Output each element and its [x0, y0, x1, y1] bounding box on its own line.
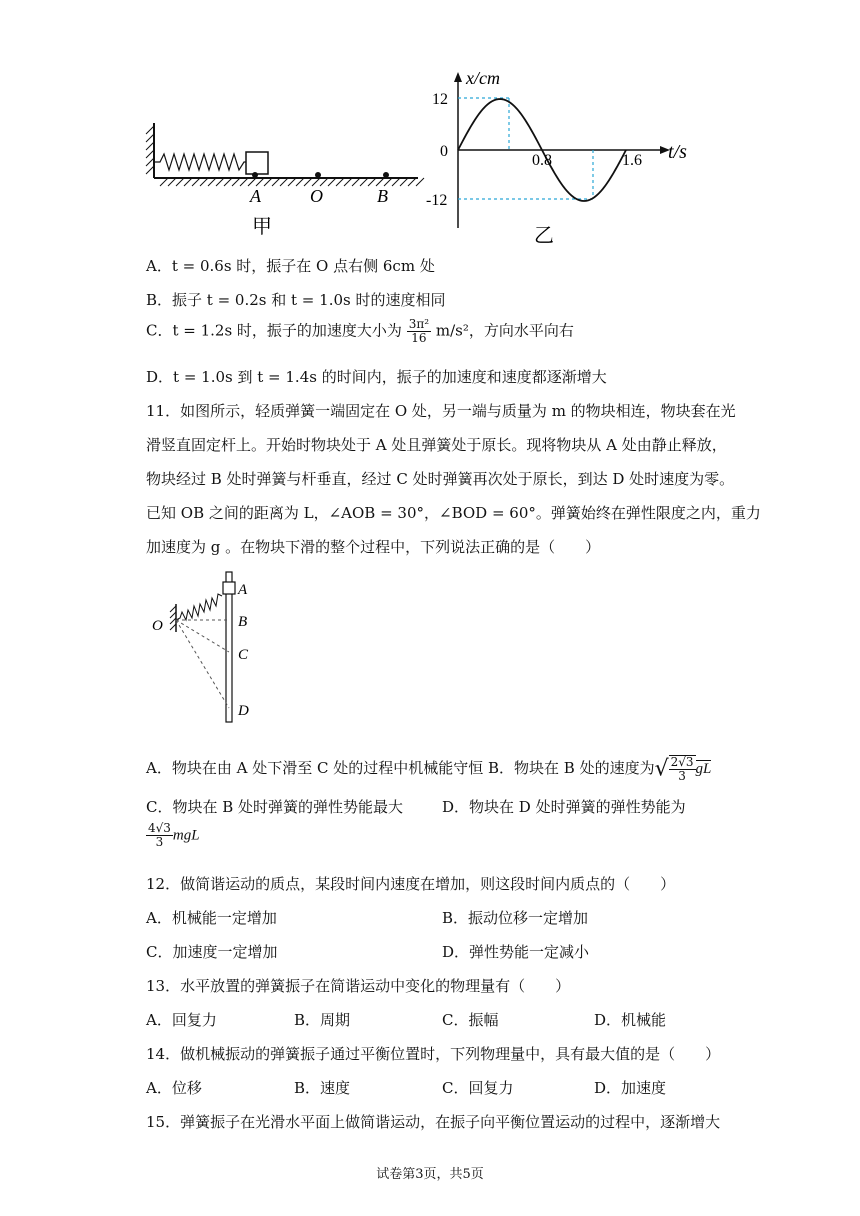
q11-stem-line-5: 加速度为 g 。在物块下滑的整个过程中，下列说法正确的是（ ）: [146, 538, 601, 556]
q11-option-b-post: gL: [695, 761, 712, 778]
q11-label-d: D: [238, 703, 249, 719]
sqrt-icon: √: [654, 756, 669, 782]
q13-option-c: C．振幅: [442, 1011, 499, 1029]
tick-08: 0.8: [532, 152, 552, 169]
fraction: [669, 755, 696, 783]
denominator: 16: [411, 331, 427, 346]
q11-label-c: C: [238, 647, 249, 663]
fraction: [407, 318, 431, 345]
label-a: A: [250, 186, 261, 206]
q11-stem-line-4: 已知 OB 之间的距离为 L，∠AOB = 30°，∠BOD = 60°。弹簧始终在弹性限度之内，重力: [146, 504, 761, 522]
caption-yi: 乙: [534, 225, 554, 246]
q11-label-b: B: [238, 614, 248, 630]
q13-stem: 13．水平放置的弹簧振子在简谐运动中变化的物理量有（ ）: [146, 977, 571, 995]
q10-option-b: B．振子 t = 0.2s 和 t = 1.0s 时的速度相同: [146, 291, 446, 309]
q12-option-d: D．弹性势能一定减小: [442, 943, 590, 961]
q13-option-d: D．机械能: [594, 1011, 667, 1029]
caption-jia: 甲: [252, 216, 272, 238]
tick-neg12: -12: [426, 192, 448, 209]
q13-option-b: B．周期: [294, 1011, 351, 1029]
q10-option-c-pre: C．t = 1.2s 时，振子的加速度大小为: [146, 321, 402, 340]
page-footer: 试卷第3页，共5页: [376, 1167, 484, 1182]
q11-stem-line-3: 物块经过 B 处时弹簧与杆垂直，经过 C 处时弹簧再次处于原长，到达 D 处时速度为零。: [146, 470, 735, 488]
tick-16: 1.6: [622, 152, 642, 169]
y-axis-label: x/cm: [466, 68, 500, 88]
oscillator-block: [246, 152, 268, 174]
numerator: 4√3: [148, 821, 171, 835]
q10-option-d: D．t = 1.0s 到 t = 1.4s 的时间内，振子的加速度和速度都逐渐增大: [146, 368, 607, 386]
denominator: 3: [678, 769, 686, 784]
q14-option-d: D．加速度: [594, 1079, 667, 1097]
label-b: B: [377, 186, 388, 206]
q14-option-c: C．回复力: [442, 1079, 514, 1097]
q14-stem: 14．做机械振动的弹簧振子通过平衡位置时，下列物理量中，具有最大值的是（ ）: [146, 1045, 721, 1063]
q12-option-c: C．加速度一定增加: [146, 943, 278, 961]
q11-figure-rod-spring: [146, 568, 276, 738]
q11-option-c: C．物块在 B 处时弹簧的弹性势能最大: [146, 798, 404, 816]
q11-stem-line-2: 滑竖直固定杆上。开始时物块处于 A 处且弹簧处于原长。现将物块从 A 处由静止释放，: [146, 436, 727, 454]
q15-stem: 15．弹簧振子在光滑水平面上做简谐运动，在振子向平衡位置运动的过程中，逐渐增大: [146, 1113, 721, 1131]
q11-option-d-post: mgL: [172, 827, 200, 844]
label-o: O: [310, 186, 323, 206]
q11-label-o: O: [152, 618, 163, 634]
q11-option-b-pre: B．物块在 B 处的速度为: [488, 759, 655, 778]
q11-stem-line-1: 11．如图所示，轻质弹簧一端固定在 O 处，另一端与质量为 m 的物块相连，物块套在光: [146, 402, 736, 420]
q12-option-a: A．机械能一定增加: [146, 909, 277, 927]
q11-label-a: A: [238, 582, 248, 598]
tick-12: 12: [432, 91, 448, 108]
q13-option-a: A．回复力: [146, 1011, 217, 1029]
q11-option-a-b: [146, 755, 711, 783]
q14-option-b: B．速度: [294, 1079, 351, 1097]
q10-option-c-post: m/s²，方向水平向右: [435, 321, 574, 340]
numerator: 2√3: [670, 755, 694, 769]
q12-stem: 12．做简谐运动的质点，某段时间内速度在增加，则这段时间内质点的（ ）: [146, 875, 676, 893]
x-axis-label: t/s: [668, 141, 687, 163]
denominator: 3: [155, 835, 164, 850]
q11-option-a: A．物块在由 A 处下滑至 C 处的过程中机械能守恒: [146, 759, 484, 778]
figure-yi-xt-graph: [420, 66, 720, 246]
q10-option-c: [146, 318, 574, 345]
q14-option-a: A．位移: [146, 1079, 202, 1097]
fraction: [146, 822, 173, 849]
figure-jia-spring-oscillator: [140, 118, 430, 238]
q12-option-b: B．振动位移一定增加: [442, 909, 589, 927]
numerator: 3π²: [408, 317, 430, 331]
q10-option-a: A．t = 0.6s 时，振子在 O 点右侧 6cm 处: [146, 257, 435, 275]
q11-option-d: D．物块在 D 处时弹簧的弹性势能为: [442, 798, 686, 816]
q11-option-d-value: [146, 822, 200, 849]
tick-0: 0: [440, 143, 448, 160]
